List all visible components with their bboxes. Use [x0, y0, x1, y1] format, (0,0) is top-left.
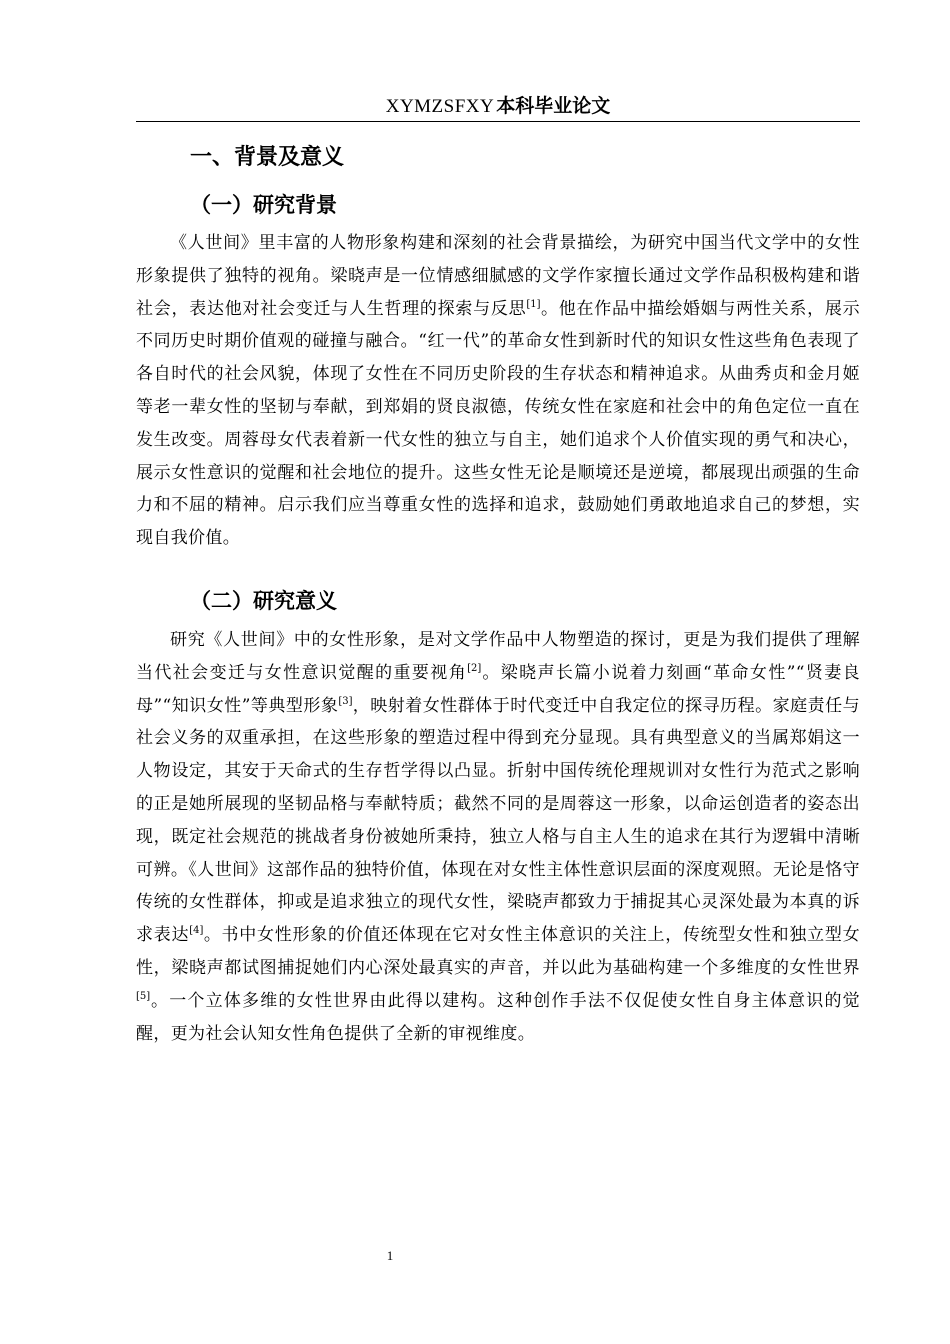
- citation-ref: [2]: [467, 662, 482, 674]
- citation-ref: [1]: [526, 298, 541, 310]
- subsection-title-background: （一）研究背景: [190, 193, 337, 217]
- page-header: [136, 92, 860, 120]
- page-number: 1: [386, 1248, 394, 1263]
- citation-ref: [5]: [136, 990, 151, 1002]
- citation-ref: [3]: [338, 695, 353, 707]
- header-rule: [136, 121, 860, 122]
- paragraph-text: 。梁晓声长篇小说着力刻画“革命女性”“贤妻良母”“知识女性”等典型形象: [136, 662, 860, 716]
- paragraph-research-significance: [136, 624, 860, 1050]
- paragraph-text: 。一个立体多维的女性世界由此得以建构。这种创作手法不仅促使女性自身主体意识的觉醒，更为社会认知女性角色提供了全新的审视维度。: [136, 990, 860, 1044]
- paragraph-text: ，映射着女性群体于时代变迁中自我定位的探寻历程。家庭责任与社会义务的双重承担，在这些形象的塑造过程中得到充分显现。具有典型意义的当属郑娟这一人物设定，其安于天命式的生存哲学得以凸显。折射中国传统伦理规训对女性行为范式之影响的正是她所展现的坚韧品格与奉献特质；截然不同的是周蓉这一形象，以命运创造者的姿态出现，既定社会规范的挑战者身份被她所秉持，独立人格与自主人生的追求在其行为逻辑中清晰可辨。《人世间》这部作品的独特价值，体现在对女性主体性意识层面的深度观照。无论是恪守传统的女性群体，抑或是追求独立的现代女性，梁晓声都致力于捕捉其心灵深处最为本真的诉求表达: [136, 695, 861, 946]
- subsection-title-significance: （二）研究意义: [190, 589, 337, 613]
- paragraph-text: 研究《人世间》中的女性形象，是对文学作品中人物塑造的探讨，更是为我们提供了理解当代社会变迁与女性意识觉醒的重要视角: [136, 630, 860, 683]
- citation-ref: [4]: [189, 925, 204, 937]
- paragraph-text: 。他在作品中描绘婚姻与两性关系，展示不同历史时期价值观的碰撞与融合。“红一代”的革命女性到新时代的知识女性这些角色表现了各自时代的社会风貌，体现了女性在不同历史阶段的生存状态和精神追求。从曲秀贞和金月姬等老一辈女性的坚韧与奉献，到郑娟的贤良淑德，传统女性在家庭和社会中的角色定位一直在发生改变。周蓉母女代表着新一代女性的独立与自主，她们追求个人价值实现的勇气和决心，展示女性意识的觉醒和社会地位的提升。这些女性无论是顺境还是逆境，都展现出顽强的生命力和不屈的精神。启示我们应当尊重女性的选择和追求，鼓励她们勇敢地追求自己的梦想，实现自我价值。: [136, 298, 860, 549]
- header-code: XYMZSFXY: [385, 96, 495, 117]
- section-title: 一、背景及意义: [190, 145, 345, 170]
- header-label: 本科毕业论文: [496, 95, 611, 117]
- paragraph-research-background: [136, 227, 860, 555]
- paragraph-text: 《人世间》里丰富的人物形象构建和深刻的社会背景描绘，为研究中国当代文学中的女性形象提供了独特的视角。梁晓声是一位情感细腻感的文学作家擅长通过文学作品积极构建和谐社会，表达他对社会变迁与人生哲理的探索与反思: [136, 233, 860, 319]
- paragraph-text: 。书中女性形象的价值还体现在它对女性主体意识的关注上，传统型女性和独立型女性，梁晓声都试图捕捉她们内心深处最真实的声音，并以此为基础构建一个多维度的女性世界: [136, 925, 860, 978]
